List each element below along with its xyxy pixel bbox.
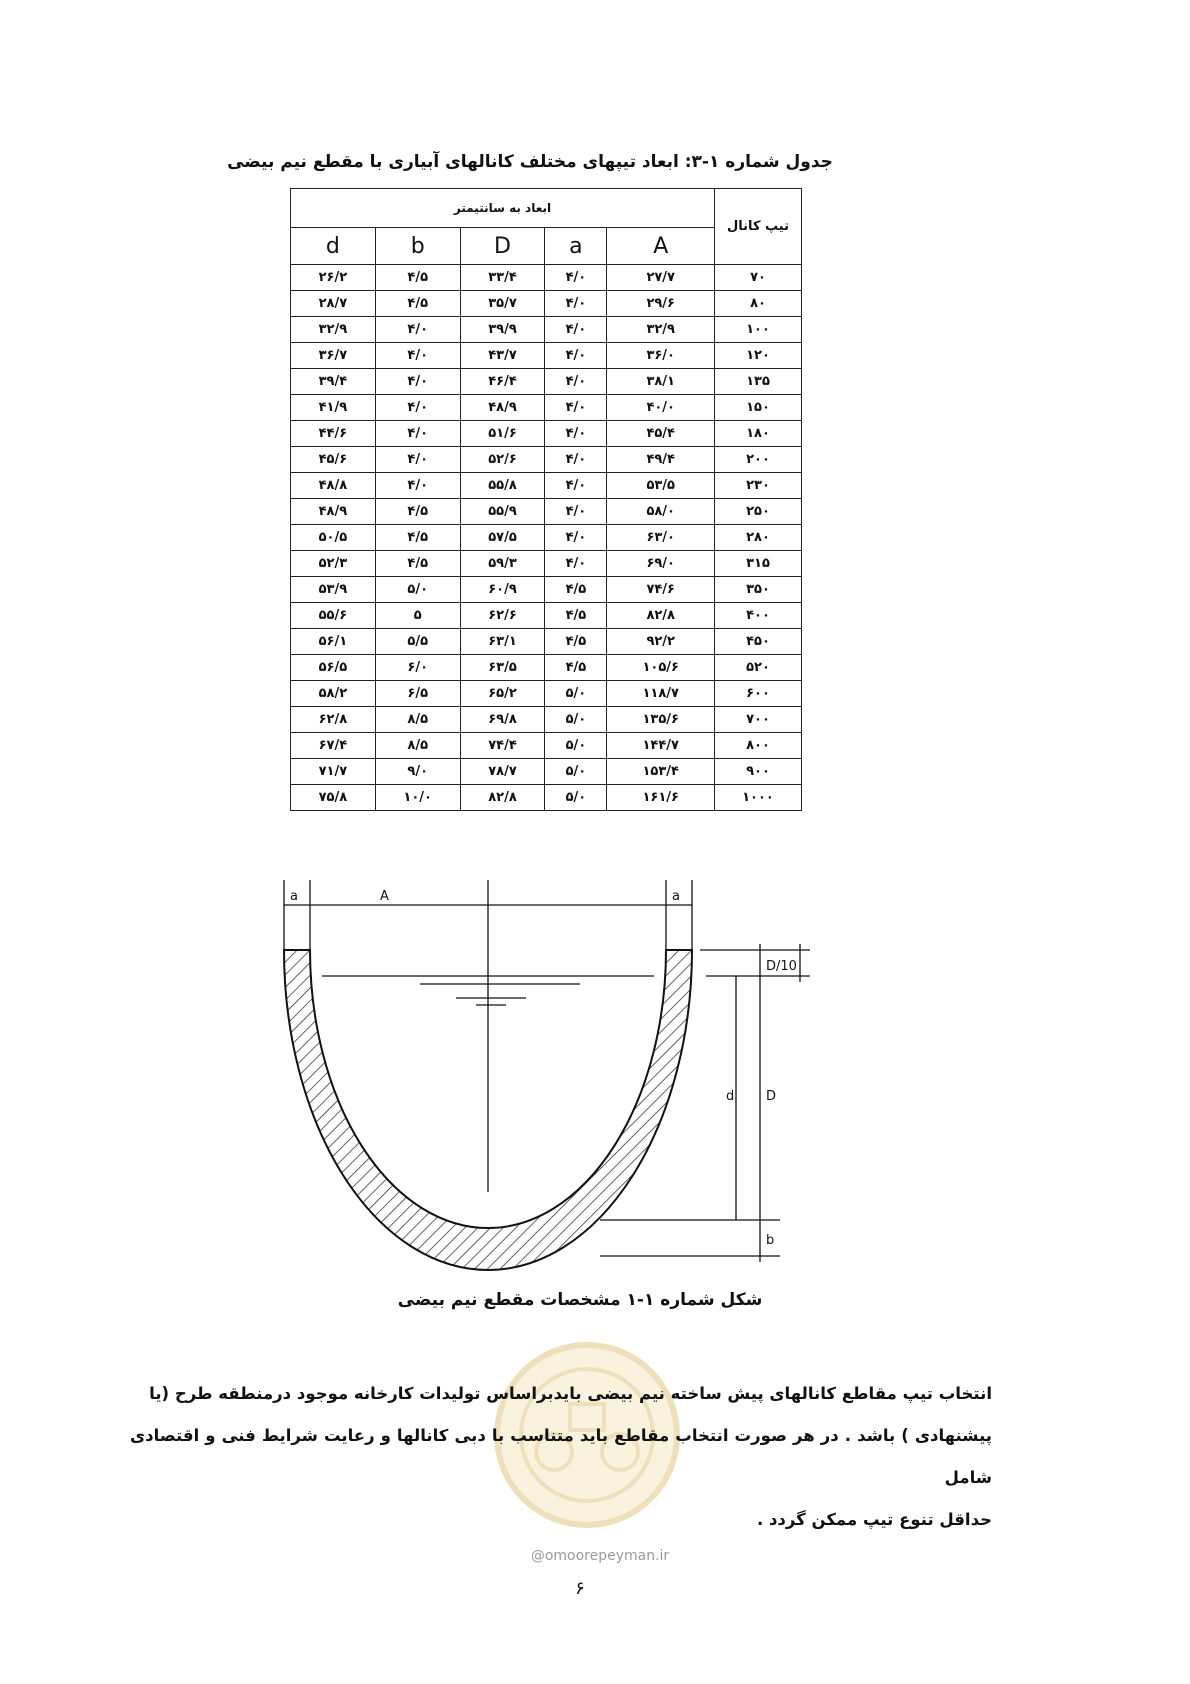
cell-type: ۶۰۰ — [715, 681, 802, 707]
table-row — [291, 421, 802, 447]
cell-type: ۲۸۰ — [715, 525, 802, 551]
cell-b: ۴/۵ — [375, 551, 460, 577]
dimension-lines — [284, 880, 810, 1262]
table-row — [291, 785, 802, 811]
cell-A: ۱۰۵/۶ — [607, 655, 715, 681]
table-row — [291, 759, 802, 785]
cell-d: ۲۸/۷ — [291, 291, 376, 317]
table-body — [291, 265, 802, 811]
cell-type: ۱۰۰ — [715, 317, 802, 343]
cell-a: ۴/۰ — [545, 369, 607, 395]
cell-A: ۳۸/۱ — [607, 369, 715, 395]
dimensions-table — [290, 188, 802, 811]
cell-d: ۵۶/۵ — [291, 655, 376, 681]
cell-b: ۴/۰ — [375, 343, 460, 369]
cell-type: ۴۰۰ — [715, 603, 802, 629]
cell-A: ۴۰/۰ — [607, 395, 715, 421]
cell-A: ۱۵۳/۴ — [607, 759, 715, 785]
cell-type: ۸۰ — [715, 291, 802, 317]
cell-A: ۵۳/۵ — [607, 473, 715, 499]
cell-b: ۵/۵ — [375, 629, 460, 655]
cell-type: ۲۰۰ — [715, 447, 802, 473]
cell-A: ۲۷/۷ — [607, 265, 715, 291]
cell-d: ۲۶/۲ — [291, 265, 376, 291]
cell-A: ۱۱۸/۷ — [607, 681, 715, 707]
watermark-site-text: @omoorepeyman.ir — [530, 1548, 670, 1564]
type-column-header: تیپ کانال — [715, 189, 802, 265]
table-row — [291, 733, 802, 759]
cell-D: ۶۳/۵ — [460, 655, 545, 681]
cell-type: ۷۰۰ — [715, 707, 802, 733]
cell-a: ۵/۰ — [545, 707, 607, 733]
cell-type: ۹۰۰ — [715, 759, 802, 785]
table-row — [291, 577, 802, 603]
cell-type: ۲۳۰ — [715, 473, 802, 499]
cell-D: ۶۵/۲ — [460, 681, 545, 707]
label-A: A — [380, 889, 389, 904]
figure-caption: شکل شماره ۱-۱ مشخصات مقطع نیم بیضی — [397, 1290, 763, 1310]
cell-d: ۶۲/۸ — [291, 707, 376, 733]
cell-d: ۳۶/۷ — [291, 343, 376, 369]
cell-A: ۲۹/۶ — [607, 291, 715, 317]
cell-a: ۴/۵ — [545, 603, 607, 629]
body-paragraph — [130, 1373, 992, 1541]
cell-D: ۶۹/۸ — [460, 707, 545, 733]
label-a-right: a — [672, 889, 680, 904]
cell-a: ۴/۵ — [545, 629, 607, 655]
cell-type: ۴۵۰ — [715, 629, 802, 655]
cell-D: ۴۳/۷ — [460, 343, 545, 369]
cell-b: ۵/۰ — [375, 577, 460, 603]
cell-b: ۸/۵ — [375, 733, 460, 759]
column-header-a: a — [545, 228, 607, 265]
cell-type: ۱۳۵ — [715, 369, 802, 395]
cell-type: ۷۰ — [715, 265, 802, 291]
cell-type: ۱۸۰ — [715, 421, 802, 447]
cell-A: ۴۵/۴ — [607, 421, 715, 447]
table-row — [291, 369, 802, 395]
cell-b: ۱۰/۰ — [375, 785, 460, 811]
table-row — [291, 525, 802, 551]
cell-d: ۵۶/۱ — [291, 629, 376, 655]
table-row — [291, 473, 802, 499]
cell-D: ۸۲/۸ — [460, 785, 545, 811]
cell-type: ۱۲۰ — [715, 343, 802, 369]
cell-A: ۸۲/۸ — [607, 603, 715, 629]
cell-d: ۵۳/۹ — [291, 577, 376, 603]
cell-a: ۴/۰ — [545, 291, 607, 317]
cell-d: ۷۱/۷ — [291, 759, 376, 785]
cell-d: ۴۵/۶ — [291, 447, 376, 473]
cell-d: ۷۵/۸ — [291, 785, 376, 811]
label-b: b — [766, 1233, 775, 1248]
cell-a: ۴/۰ — [545, 317, 607, 343]
column-header-b: b — [375, 228, 460, 265]
label-d: d — [726, 1089, 735, 1104]
cell-b: ۴/۵ — [375, 291, 460, 317]
cell-A: ۱۴۴/۷ — [607, 733, 715, 759]
table-row — [291, 395, 802, 421]
cell-d: ۶۷/۴ — [291, 733, 376, 759]
label-a-left: a — [290, 889, 298, 904]
cell-a: ۵/۰ — [545, 681, 607, 707]
cell-a: ۴/۰ — [545, 395, 607, 421]
cell-a: ۴/۰ — [545, 551, 607, 577]
table-row — [291, 343, 802, 369]
cell-type: ۸۰۰ — [715, 733, 802, 759]
cell-b: ۴/۰ — [375, 473, 460, 499]
cell-b: ۶/۵ — [375, 681, 460, 707]
semi-elliptical-section-figure — [270, 880, 830, 1280]
table-row — [291, 655, 802, 681]
cell-b: ۴/۵ — [375, 265, 460, 291]
cell-D: ۳۹/۹ — [460, 317, 545, 343]
cell-d: ۵۰/۵ — [291, 525, 376, 551]
cell-b: ۴/۰ — [375, 395, 460, 421]
cell-b: ۴/۵ — [375, 525, 460, 551]
table-title: جدول شماره ۱-۳: ابعاد تیپهای مختلف کانالهای آبیاری با مقطع نیم بیضی — [227, 152, 833, 172]
cell-A: ۳۲/۹ — [607, 317, 715, 343]
cell-D: ۳۳/۴ — [460, 265, 545, 291]
cell-a: ۴/۰ — [545, 525, 607, 551]
cell-D: ۴۸/۹ — [460, 395, 545, 421]
column-header-D: D — [460, 228, 545, 265]
table-row — [291, 447, 802, 473]
table-row — [291, 265, 802, 291]
paragraph-line: انتخاب تیپ مقاطع کانالهای پیش ساخته نیم بیضی بایدبراساس تولیدات کارخانه موجود درمنطقه طرح (یا — [149, 1384, 992, 1403]
cell-A: ۶۹/۰ — [607, 551, 715, 577]
cell-d: ۵۸/۲ — [291, 681, 376, 707]
cell-d: ۴۸/۹ — [291, 499, 376, 525]
dimensions-group-header: ابعاد به سانتیمتر — [291, 189, 715, 228]
cell-D: ۷۸/۷ — [460, 759, 545, 785]
cell-A: ۵۸/۰ — [607, 499, 715, 525]
cell-a: ۴/۵ — [545, 655, 607, 681]
cell-D: ۴۶/۴ — [460, 369, 545, 395]
cell-A: ۴۹/۴ — [607, 447, 715, 473]
cell-b: ۴/۰ — [375, 369, 460, 395]
cell-D: ۵۱/۶ — [460, 421, 545, 447]
cell-D: ۵۵/۸ — [460, 473, 545, 499]
cell-d: ۴۱/۹ — [291, 395, 376, 421]
cell-D: ۵۹/۳ — [460, 551, 545, 577]
cell-type: ۵۲۰ — [715, 655, 802, 681]
cell-b: ۴/۰ — [375, 317, 460, 343]
cell-d: ۳۹/۴ — [291, 369, 376, 395]
cell-A: ۳۶/۰ — [607, 343, 715, 369]
cell-b: ۴/۰ — [375, 447, 460, 473]
cell-d: ۴۸/۸ — [291, 473, 376, 499]
label-freeboard: D/10 — [766, 959, 797, 974]
cell-a: ۵/۰ — [545, 785, 607, 811]
cell-D: ۷۴/۴ — [460, 733, 545, 759]
cell-d: ۵۵/۶ — [291, 603, 376, 629]
table-row — [291, 681, 802, 707]
cell-a: ۴/۰ — [545, 473, 607, 499]
cell-type: ۱۵۰ — [715, 395, 802, 421]
cell-a: ۵/۰ — [545, 733, 607, 759]
paragraph-line: پیشنهادی ) باشد . در هر صورت انتخاب مقاطع باید متناسب با دبی کانالها و رعایت شرایط فنی و اقتصادی شامل — [130, 1426, 992, 1487]
paragraph-line: حداقل تنوع تیپ ممکن گردد . — [756, 1510, 992, 1529]
cell-a: ۴/۵ — [545, 577, 607, 603]
cell-a: ۴/۰ — [545, 499, 607, 525]
cell-A: ۶۳/۰ — [607, 525, 715, 551]
cell-a: ۴/۰ — [545, 343, 607, 369]
cell-b: ۴/۵ — [375, 499, 460, 525]
table-row — [291, 629, 802, 655]
cell-A: ۱۳۵/۶ — [607, 707, 715, 733]
cell-d: ۳۲/۹ — [291, 317, 376, 343]
cell-D: ۶۳/۱ — [460, 629, 545, 655]
cell-a: ۴/۰ — [545, 447, 607, 473]
cell-D: ۵۲/۶ — [460, 447, 545, 473]
cell-A: ۹۲/۲ — [607, 629, 715, 655]
cell-type: ۳۱۵ — [715, 551, 802, 577]
cell-A: ۷۴/۶ — [607, 577, 715, 603]
column-header-A: A — [607, 228, 715, 265]
table-row — [291, 707, 802, 733]
cell-D: ۶۰/۹ — [460, 577, 545, 603]
cell-D: ۳۵/۷ — [460, 291, 545, 317]
cell-D: ۵۵/۹ — [460, 499, 545, 525]
table-row — [291, 551, 802, 577]
column-header-d: d — [291, 228, 376, 265]
label-D: D — [766, 1089, 777, 1104]
cell-a: ۴/۰ — [545, 421, 607, 447]
table-row — [291, 291, 802, 317]
cell-b: ۶/۰ — [375, 655, 460, 681]
cell-type: ۲۵۰ — [715, 499, 802, 525]
cell-type: ۱۰۰۰ — [715, 785, 802, 811]
cell-a: ۴/۰ — [545, 265, 607, 291]
cell-a: ۵/۰ — [545, 759, 607, 785]
cell-A: ۱۶۱/۶ — [607, 785, 715, 811]
cell-b: ۵ — [375, 603, 460, 629]
cell-b: ۴/۰ — [375, 421, 460, 447]
cell-D: ۶۲/۶ — [460, 603, 545, 629]
page-number: ۶ — [575, 1578, 585, 1599]
table-row — [291, 603, 802, 629]
cell-d: ۴۴/۶ — [291, 421, 376, 447]
cell-b: ۸/۵ — [375, 707, 460, 733]
cell-D: ۵۷/۵ — [460, 525, 545, 551]
cell-b: ۹/۰ — [375, 759, 460, 785]
table-row — [291, 499, 802, 525]
table-row — [291, 317, 802, 343]
cell-type: ۳۵۰ — [715, 577, 802, 603]
cell-d: ۵۲/۳ — [291, 551, 376, 577]
